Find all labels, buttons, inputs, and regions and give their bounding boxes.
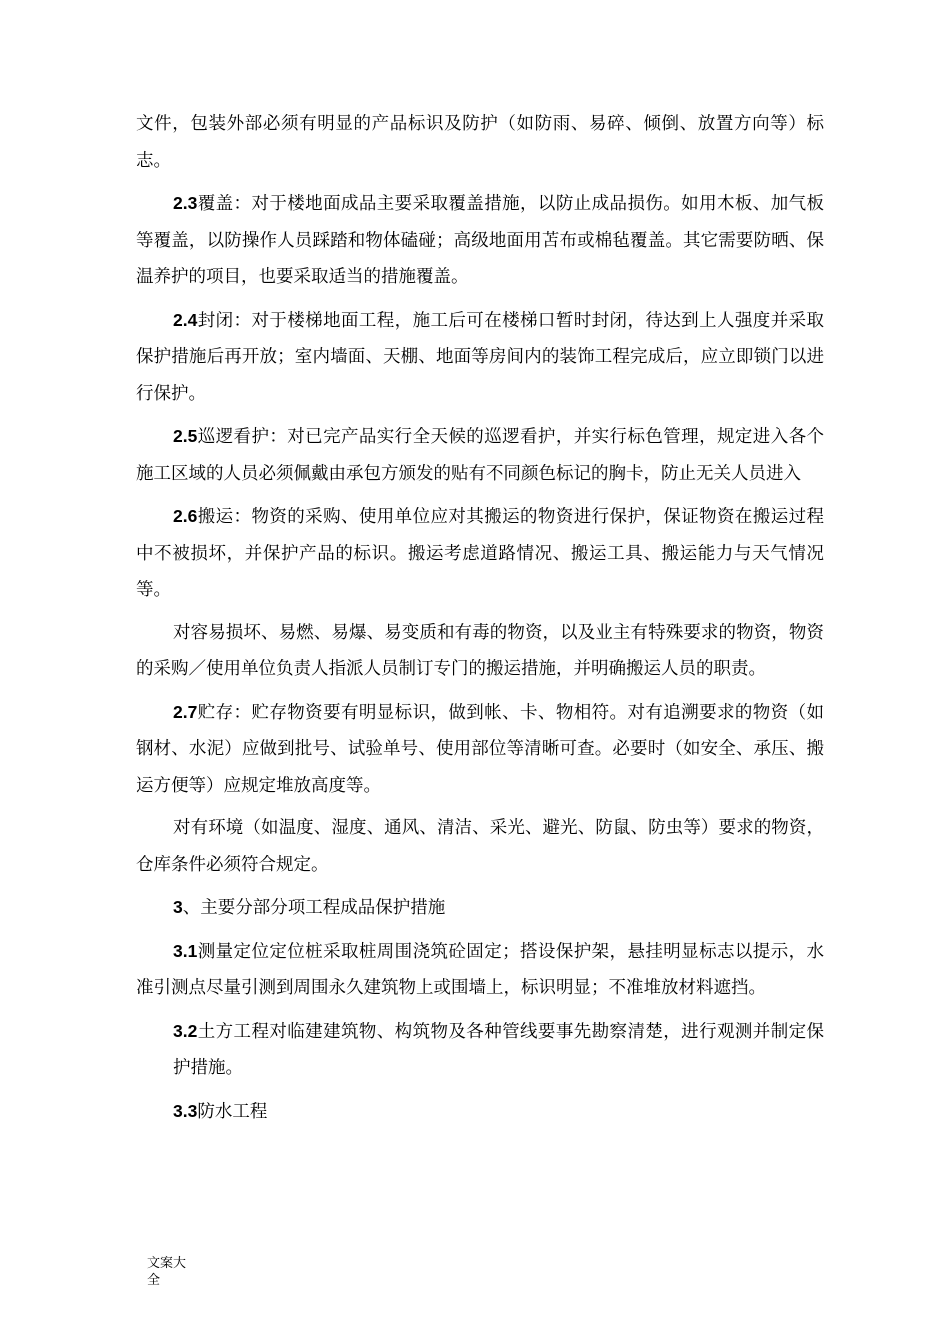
paragraph-3-1-survey [136,933,824,1007]
section-number: 2.6 [173,506,198,526]
paragraph-text: 巡逻看护：对已完产品实行全天候的巡逻看护，并实行标色管理，规定进入各个施工区域的人员必须佩戴由承包方颁发的贴有不同颜色标记的胸卡，防止无关人员进入 [136,427,824,484]
paragraph-3-2-earthwork [136,1013,824,1087]
paragraph-2-4-seal [136,302,824,413]
paragraph-text: 对有环境（如温度、湿度、通风、清洁、采光、避光、防鼠、防虫等）要求的物资，仓库条件必须符合规定。 [136,818,824,875]
section-number: 3 [173,897,183,917]
section-number: 3.1 [173,940,198,961]
paragraph-text: 防水工程 [197,1101,268,1122]
paragraph-text: 测量定位定位桩采取桩周围浇筑砼固定；搭设保护架，悬挂明显标志以提示，水准引测点尽量引测到周围永久建筑物上或围墙上，标识明显；不准堆放材料遮挡。 [136,941,824,998]
heading-section-3 [136,889,824,927]
heading-text: 、主要分部分项工程成品保护措施 [182,898,446,918]
paragraph-packaging-cont [136,106,824,179]
paragraph-2-5-patrol [136,418,824,492]
page-footer: 文案大全 [147,1256,187,1288]
section-number: 2.7 [173,701,198,722]
paragraph-text: 文件，包装外部必须有明显的产品标识及防护（如防雨、易碎、倾倒、放置方向等）标志。 [136,114,824,171]
section-number: 2.3 [173,193,198,213]
paragraph-text: 封闭：对于楼梯地面工程，施工后可在楼梯口暂时封闭，待达到上人强度并采取保护措施后再开放；室内墙面、天棚、地面等房间内的装饰工程完成后，应立即锁门以进行保护。 [136,310,824,404]
document-body [136,106,824,1130]
paragraph-storage-environment [136,810,824,883]
paragraph-2-6-transport [136,498,824,609]
section-number: 2.5 [173,426,198,446]
paragraph-2-3-cover [136,185,824,296]
paragraph-2-7-storage [136,694,824,805]
section-number: 3.2 [173,1020,198,1041]
section-number: 2.4 [173,309,198,330]
paragraph-text: 搬运：物资的采购、使用单位应对其搬运的物资进行保护，保证物资在搬运过程中不被损坏，并保护产品的标识。搬运考虑道路情况、搬运工具、搬运能力与天气情况等。 [136,507,824,600]
paragraph-text: 贮存：贮存物资要有明显标识，做到帐、卡、物相符。对有追溯要求的物资（如钢材、水泥）应做到批号、试验单号、使用部位等清晰可查。必要时（如安全、承压、搬运方便等）应规定堆放高度等。 [136,702,824,796]
paragraph-text: 土方工程对临建建筑物、构筑物及各种管线要事先勘察清楚，进行观测并制定保护措施。 [173,1021,824,1078]
paragraph-3-3-waterproof [136,1093,824,1131]
paragraph-transport-hazard [136,615,824,688]
section-number: 3.3 [173,1100,198,1121]
paragraph-text: 对容易损坏、易燃、易爆、易变质和有毒的物资，以及业主有特殊要求的物资，物资的采购／使用单位负责人指派人员制订专门的搬运措施，并明确搬运人员的职责。 [136,622,824,679]
paragraph-text: 覆盖：对于楼地面成品主要采取覆盖措施，以防止成品损伤。如用木板、加气板等覆盖，以防操作人员踩踏和物体磕碰；高级地面用苫布或棉毡覆盖。其它需要防晒、保温养护的项目，也要采取适当的措施覆盖。 [136,194,824,287]
